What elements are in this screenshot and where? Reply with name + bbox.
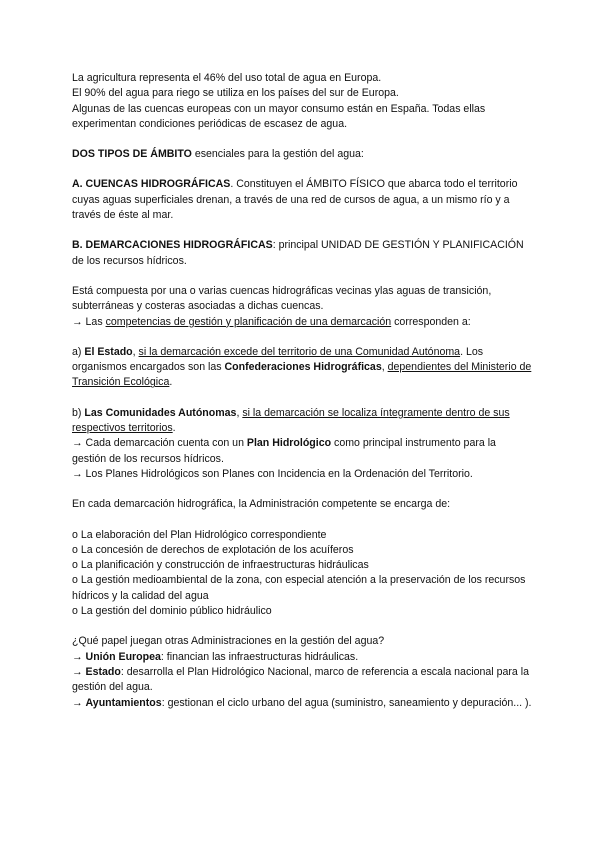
comunidades-sep: , (236, 406, 243, 419)
estado-nacional-line (72, 665, 532, 696)
plan-pre: → Cada demarcación cuenta con un (72, 437, 247, 450)
ue-line (72, 650, 532, 665)
competencias-line (72, 315, 532, 330)
ayto-bold: Ayuntamientos (85, 696, 162, 709)
plan-post: como principal instrumento para la gestión de los recursos hídricos. (72, 437, 496, 465)
ayuntamientos-line (72, 696, 532, 711)
competencias-arrow: → Las (72, 315, 106, 328)
ministerio-underlined: dependientes del Ministerio de Transición Ecológica (72, 361, 532, 389)
competencias-rest: corresponden a: (391, 315, 471, 328)
estado-sep2: , (381, 361, 388, 374)
list-item: o La concesión de derechos de explotación de los acuíferos (72, 543, 354, 556)
list-item: o La gestión del dominio público hidráulico (72, 605, 272, 618)
competencias-underlined: competencias de gestión y planificación de una demarcación (105, 315, 392, 328)
plan-bold: Plan Hidrológico (246, 437, 332, 450)
estado-paragraph (72, 345, 532, 391)
ue-bold: Unión Europea (85, 650, 161, 663)
ayto-arrow: → (72, 696, 86, 709)
comunidades-end: . (172, 422, 176, 435)
administracion-intro: En cada demarcación hidrográfica, la Administración competente se encarga de: (72, 498, 451, 511)
intro-line-2: El 90% del agua para riego se utiliza en los países del sur de Europa. (72, 87, 399, 100)
confederaciones-bold: Confederaciones Hidrográficas (224, 361, 382, 374)
estado-nacional-text: : desarrolla el Plan Hidrológico Nacional, marco de referencia a escala nacional para la gestión del agua. (72, 665, 529, 694)
comunidades-prefix: b) (72, 406, 85, 419)
ambitos-heading-bold: DOS TIPOS DE ÁMBITO (72, 148, 192, 161)
ambitos-heading (72, 147, 532, 162)
ue-arrow: → (72, 650, 86, 663)
demarcaciones-composition: Está compuesta por una o varias cuencas hidrográficas vecinas ylas aguas de transición, subterráneas y costeras asociadas a dichas cuencas. (72, 284, 492, 313)
cuencas-title: A. CUENCAS HIDROGRÁFICAS (72, 178, 231, 191)
otras-question: ¿Qué papel juegan otras Administraciones en la gestión del agua? (72, 635, 385, 648)
ayto-text: : gestionan el ciclo urbano del agua (suministro, saneamiento y depuración... ). (161, 696, 532, 709)
plan-hidrologico-line (72, 436, 532, 467)
list-item: o La planificación y construcción de infraestructuras hidráulicas (72, 559, 369, 572)
cuencas-paragraph (72, 177, 532, 223)
estado-arrow: → (72, 665, 86, 678)
intro-line-3: Algunas de las cuencas europeas con un mayor consumo están en España. Todas ellas experimentan condiciones periódicas de escasez de agua. (72, 102, 486, 130)
ue-text: : financian las infraestructuras hidráulicas. (160, 650, 359, 663)
estado-end: . (169, 376, 173, 389)
cuencas-text: . Constituyen el ÁMBITO FÍSICO que abarca todo el territorio cuyas aguas superficiales drenan, a través de una red de cursos de agua, a un mismo río y a través de éste al mar. (72, 178, 518, 222)
planes-line: → Los Planes Hidrológicos son Planes con Incidencia en la Ordenación del Territorio. (72, 467, 473, 480)
list-item: o La elaboración del Plan Hidrológico correspondiente (72, 528, 327, 541)
demarcaciones-title: B. DEMARCACIONES HIDROGRÁFICAS (72, 239, 273, 252)
comunidades-condition: si la demarcación se localiza íntegramente dentro de sus respectivos territorios (72, 406, 510, 435)
estado-condition: si la demarcación excede del territorio de una Comunidad Autónoma (138, 345, 461, 358)
estado-prefix: a) (72, 345, 85, 358)
demarcaciones-paragraph (72, 238, 532, 269)
document-body (72, 71, 532, 711)
intro-line-1: La agricultura representa el 46% del uso total de agua en Europa. (72, 72, 382, 84)
ambitos-heading-rest: esenciales para la gestión del agua: (191, 148, 364, 161)
estado-sep: , (132, 345, 139, 358)
comunidades-paragraph (72, 406, 532, 437)
estado-mid: . Los organismos encargados son las (72, 345, 484, 374)
estado-bold: El Estado (84, 345, 133, 358)
list-item: o La gestión medioambiental de la zona, con especial atención a la preservación de los recursos hídricos y la calidad del agua (72, 574, 526, 602)
estado-nacional-bold: Estado (85, 665, 121, 678)
demarcaciones-text: : principal UNIDAD DE GESTIÓN Y PLANIFICACIÓN de los recursos hídricos. (72, 239, 524, 267)
comunidades-bold: Las Comunidades Autónomas (84, 406, 237, 419)
